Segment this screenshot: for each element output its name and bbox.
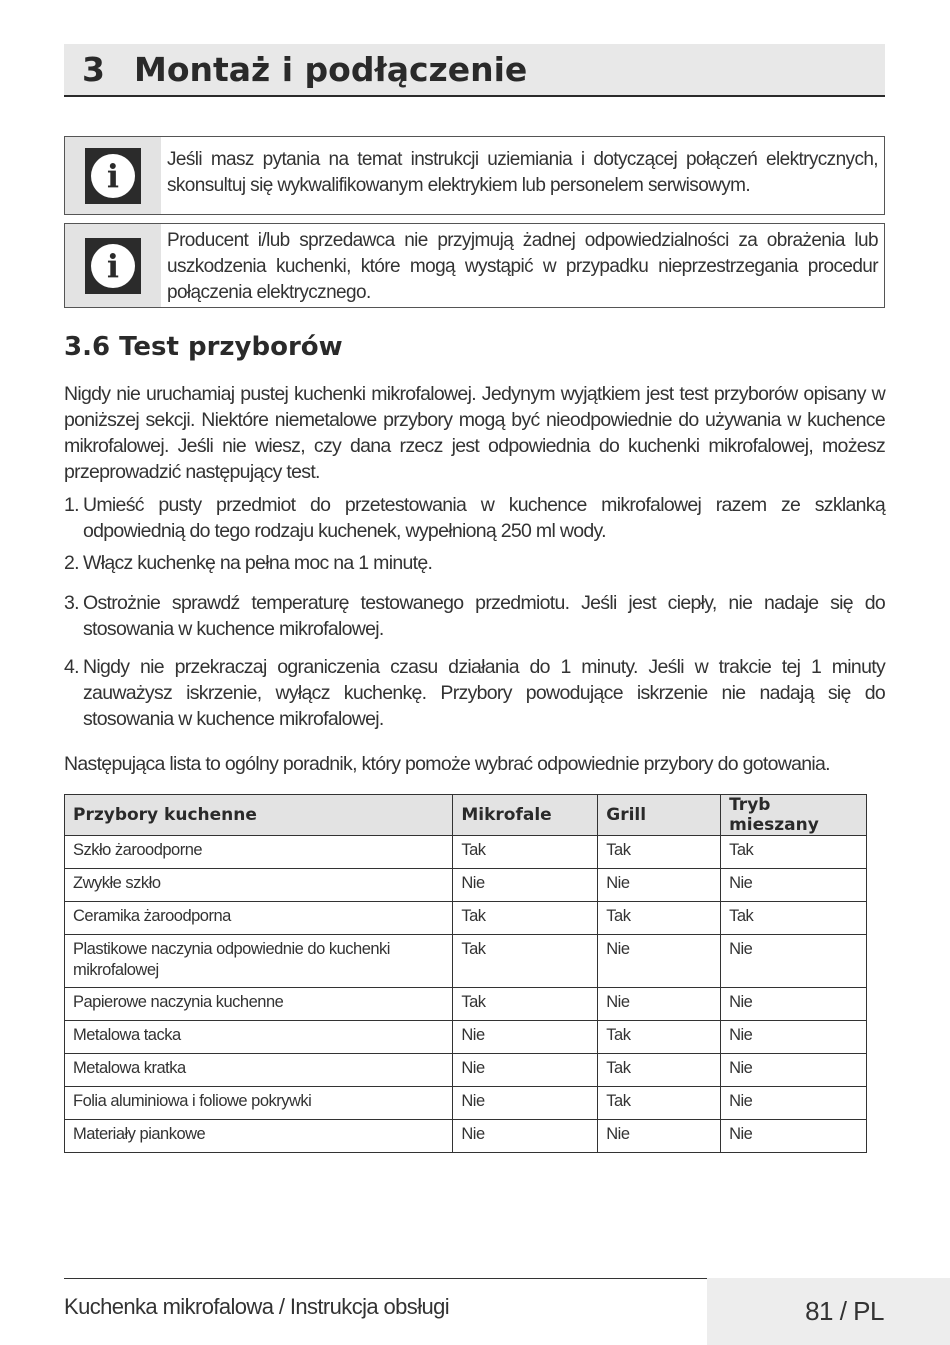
table-cell: Nie: [598, 1120, 721, 1153]
table-cell: Tak: [598, 1087, 721, 1120]
table-row: [65, 1021, 867, 1054]
step-item: [64, 492, 885, 544]
section-number: 3: [82, 50, 105, 89]
table-cell: Tak: [598, 902, 721, 935]
table-row: [65, 1054, 867, 1087]
table-cell: Nie: [721, 869, 867, 902]
table-cell: Szkło żaroodporne: [65, 836, 453, 869]
info-note-liability: [64, 223, 885, 308]
section-title: Montaż i podłączenie: [134, 50, 528, 89]
table-cell: Nie: [721, 988, 867, 1021]
section-header: [64, 44, 885, 97]
step-number: 1.: [64, 494, 79, 516]
header-cell: Mikrofale: [453, 795, 598, 836]
table-row: [65, 902, 867, 935]
header-cell: Przybory kuchenne: [65, 795, 453, 836]
table-cell: Nie: [598, 988, 721, 1021]
step-number: 4.: [64, 656, 79, 678]
step-text: Włącz kuchenkę na pełna moc na 1 minutę.: [83, 552, 433, 574]
footer-page-box: [707, 1278, 950, 1345]
step-item: [64, 590, 885, 642]
table-cell: Metalowa kratka: [65, 1054, 453, 1087]
table-cell: Tak: [453, 988, 598, 1021]
step-number: 2.: [64, 552, 79, 574]
step-number: 3.: [64, 592, 79, 614]
table-cell: Nie: [721, 1087, 867, 1120]
footer-document-title: Kuchenka mikrofalowa / Instrukcja obsługi: [64, 1294, 450, 1319]
table-cell: Tak: [453, 836, 598, 869]
page-number: 81 / PL: [805, 1296, 884, 1326]
table-cell: Nie: [453, 869, 598, 902]
step-text: Umieść pusty przedmiot do przetestowania w kuchence mikrofalowej razem ze szklanką odpowiednią do tego rodzaju kuchenek, wypełnioną 250 ml wody.: [83, 494, 885, 542]
table-cell: Tak: [721, 836, 867, 869]
table-cell: Tak: [598, 1054, 721, 1087]
table-cell: Papierowe naczynia kuchenne: [65, 988, 453, 1021]
table-row: [65, 836, 867, 869]
note-icon-cell: [65, 137, 161, 214]
table-cell: Tak: [598, 836, 721, 869]
table-cell: Materiały piankowe: [65, 1120, 453, 1153]
header-cell: Grill: [598, 795, 721, 836]
table-row: [65, 935, 867, 988]
table-cell: Plastikowe naczynia odpowiednie do kuchenki mikrofalowej: [65, 935, 453, 988]
table-cell: Ceramika żaroodporna: [65, 902, 453, 935]
utensil-compatibility-table: [64, 794, 867, 1153]
step-text: Ostrożnie sprawdź temperaturę testowanego przedmiotu. Jeśli jest ciepły, nie nadaje się do stosowania w kuchence mikrofalowej.: [83, 592, 885, 640]
list-intro: Następująca lista to ogólny poradnik, który pomoże wybrać odpowiednie przybory do gotowania.: [64, 753, 830, 775]
note-text: Jeśli masz pytania na temat instrukcji uziemiania i dotyczącej połączeń elektrycznych, skonsultuj się wykwalifikowanym elektrykiem lub personelem serwisowym.: [167, 149, 878, 196]
intro-paragraph: Nigdy nie uruchamiaj pustej kuchenki mikrofalowej. Jedynym wyjątkiem jest test przyborów opisany w poniższej sekcji. Niektóre niemetalowe przybory mogą być nieodpowiednie do używania w kuchence mikrofalowej. Jeśli nie wiesz, czy dana rzecz jest odpowiednia do kuchenki mikrofalowej, możesz przeprowadzić następujący test.: [64, 383, 885, 483]
table-cell: Folia aluminiowa i foliowe pokrywki: [65, 1087, 453, 1120]
table-row: [65, 1120, 867, 1153]
info-icon: i: [85, 148, 141, 204]
table-row: [65, 1087, 867, 1120]
table-cell: Nie: [721, 1021, 867, 1054]
table-cell: Nie: [453, 1021, 598, 1054]
table-row: [65, 988, 867, 1021]
table-cell: Tak: [453, 935, 598, 988]
table-header-row: [65, 795, 867, 836]
table-cell: Tak: [598, 1021, 721, 1054]
step-text: Nigdy nie przekraczaj ograniczenia czasu działania do 1 minuty. Jeśli w trakcie tej 1 minuty zauważysz iskrzenie, wyłącz kuchenkę. Przybory powodujące iskrzenie nie nadają się do stosowania w kuchence mikrofalowej.: [83, 656, 885, 730]
info-note-grounding: [64, 136, 885, 215]
table-cell: Tak: [721, 902, 867, 935]
table-cell: Nie: [453, 1087, 598, 1120]
step-item: [64, 550, 885, 576]
table-cell: Nie: [721, 935, 867, 988]
table-cell: Nie: [598, 935, 721, 988]
table-cell: Metalowa tacka: [65, 1021, 453, 1054]
info-icon: i: [85, 238, 141, 294]
note-text: Producent i/lub sprzedawca nie przyjmują żadnej odpowiedzialności za obrażenia lub uszkodzenia kuchenki, które mogą wystąpić w przypadku nieprzestrzegania procedur połączenia elektrycznego.: [167, 230, 878, 303]
table-cell: Nie: [453, 1054, 598, 1087]
table-cell: Nie: [598, 869, 721, 902]
subsection-title: 3.6 Test przyborów: [64, 332, 343, 362]
table-cell: Nie: [721, 1120, 867, 1153]
table-cell: Nie: [453, 1120, 598, 1153]
note-icon-cell: [65, 224, 161, 307]
footer-divider: [64, 1278, 707, 1279]
step-item: [64, 654, 885, 732]
header-cell: Tryb mieszany: [721, 795, 867, 836]
table-row: [65, 869, 867, 902]
table-cell: Nie: [721, 1054, 867, 1087]
table-cell: Zwykłe szkło: [65, 869, 453, 902]
table-cell: Tak: [453, 902, 598, 935]
